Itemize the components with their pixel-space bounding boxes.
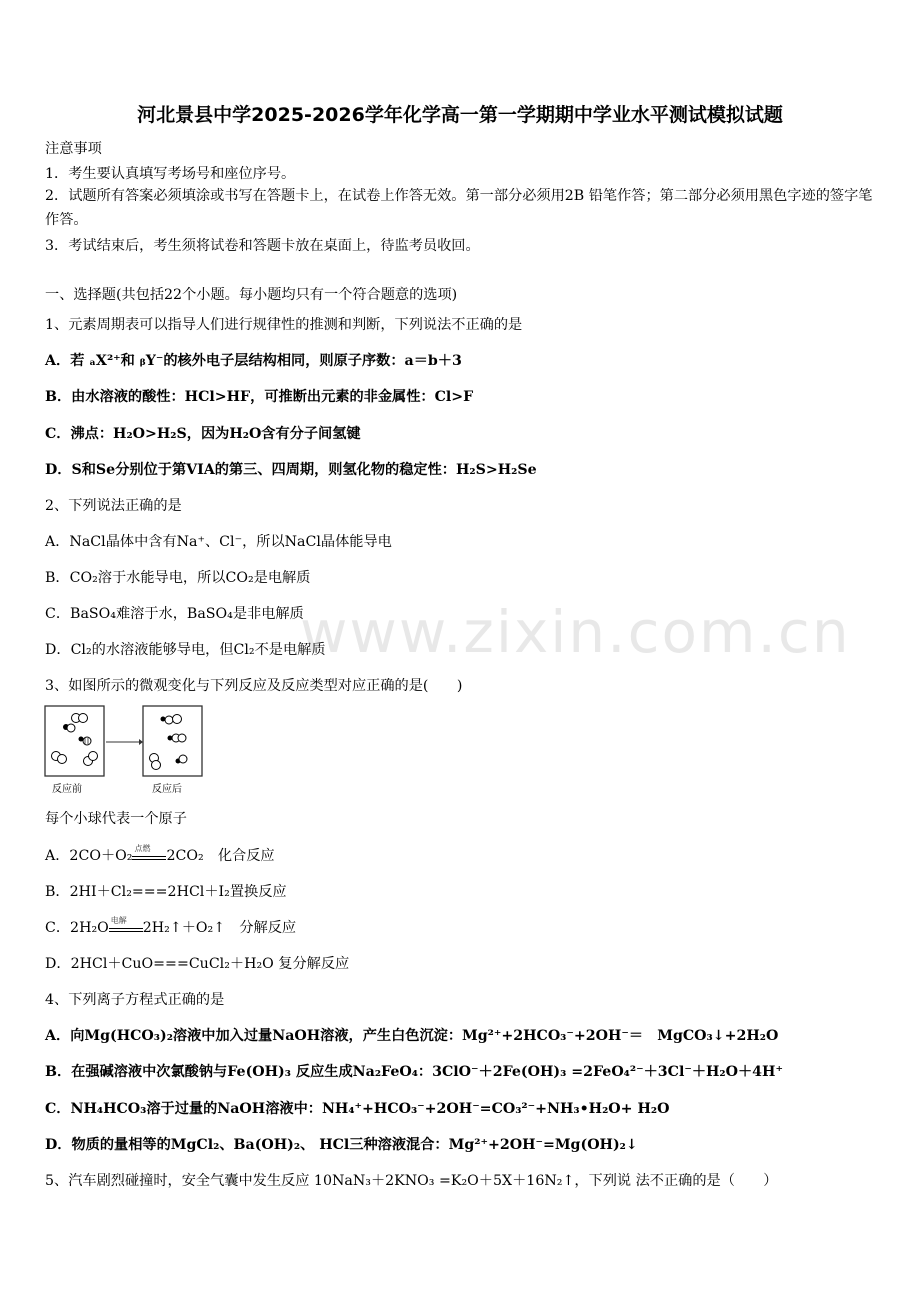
q1-option-c: C．沸点：H₂O>H₂S，因为H₂O含有分子间氢键: [45, 426, 361, 442]
q1-stem: 1、元素周期表可以指导人们进行规律性的推测和判断，下列说法不正确的是: [45, 317, 523, 333]
notice-item-1: 1．考生要认真填写考场号和座位序号。: [45, 166, 296, 182]
q1-option-b: B．由水溶液的酸性：HCl>HF，可推断出元素的非金属性：Cl>F: [45, 389, 474, 405]
q3-option-d: D．2HCl＋CuO===CuCl₂＋H₂O 复分解反应: [45, 956, 350, 972]
q2-option-d: D．Cl₂的水溶液能够导电，但Cl₂不是电解质: [45, 642, 326, 658]
q4-stem: 4、下列离子方程式正确的是: [45, 992, 225, 1008]
notice-heading: 注意事项: [45, 141, 102, 157]
reaction-diagram: [44, 704, 214, 796]
q3-option-a: A．2CO＋O₂ 点燃 2CO₂ 化合反应: [45, 844, 275, 864]
page-title: 河北景县中学2025-2026学年化学高一第一学期期中学业水平测试模拟试题: [137, 104, 783, 126]
q4-option-a: A．向Mg(HCO₃)₂溶液中加入过量NaOH溶液，产生白色沉淀：Mg²⁺+2HCO₃⁻+2OH⁻＝ MgCO₃↓+2H₂O: [45, 1028, 779, 1044]
q3-option-c: C．2H₂O 电解 2H₂↑＋O₂↑ 分解反应: [45, 916, 297, 936]
condition-arrow-c: 电解: [109, 921, 143, 935]
q4-option-c: C．NH₄HCO₃溶于过量的NaOH溶液中：NH₄⁺+HCO₃⁻+2OH⁻=CO₃²⁻+NH₃•H₂O+ H₂O: [45, 1101, 670, 1117]
q5-stem: 5、汽车剧烈碰撞时，安全气囊中发生反应 10NaN₃＋2KNO₃ =K₂O＋5X＋16N₂↑，下列说 法不正确的是（ ）: [45, 1173, 778, 1189]
q2-option-a: A．NaCl晶体中含有Na⁺、Cl⁻，所以NaCl晶体能导电: [45, 534, 392, 550]
q3-stem: 3、如图所示的微观变化与下列反应及反应类型对应正确的是( ): [45, 678, 463, 694]
q2-stem: 2、下列说法正确的是: [45, 498, 182, 514]
q2-option-c: C．BaSO₄难溶于水，BaSO₄是非电解质: [45, 606, 304, 622]
q4-option-b: B．在强碱溶液中次氯酸钠与Fe(OH)₃ 反应生成Na₂FeO₄：3ClO⁻＋2Fe(OH)₃ =2FeO₄²⁻＋3Cl⁻＋H₂O＋4H⁺: [45, 1064, 783, 1080]
watermark: www.zixin.com.cn: [300, 598, 851, 666]
q4-option-d: D．物质的量相等的MgCl₂、Ba(OH)₂、 HCl三种溶液混合：Mg²⁺+2OH⁻=Mg(OH)₂↓: [45, 1137, 638, 1153]
q1-option-d: D．S和Se分别位于第VIA的第三、四周期，则氢化物的稳定性：H₂S>H₂Se: [45, 462, 537, 478]
notice-item-2: 2．试题所有答案必须填涂或书写在答题卡上，在试卷上作答无效。第一部分必须用2B 铅笔作答；第二部分必须用黑色字迹的签字笔作答。: [45, 188, 873, 228]
q2-option-b: B．CO₂溶于水能导电，所以CO₂是电解质: [45, 570, 311, 586]
q3-note: 每个小球代表一个原子: [45, 811, 187, 827]
label-before: 反应前: [52, 784, 82, 795]
notice-item-3: 3．考试结束后，考生须将试卷和答题卡放在桌面上，待监考员收回。: [45, 238, 480, 254]
label-after: 反应后: [152, 784, 182, 795]
section-heading: 一、选择题(共包括22个小题。每小题均只有一个符合题意的选项): [45, 287, 458, 303]
condition-arrow-a: 点燃: [132, 849, 166, 863]
q3-option-b: B．2HI＋Cl₂===2HCl＋I₂置换反应: [45, 884, 287, 900]
q1-option-a: A．若 ₐX²⁺和 ᵦY⁻的核外电子层结构相同，则原子序数：a＝b＋3: [45, 353, 462, 369]
